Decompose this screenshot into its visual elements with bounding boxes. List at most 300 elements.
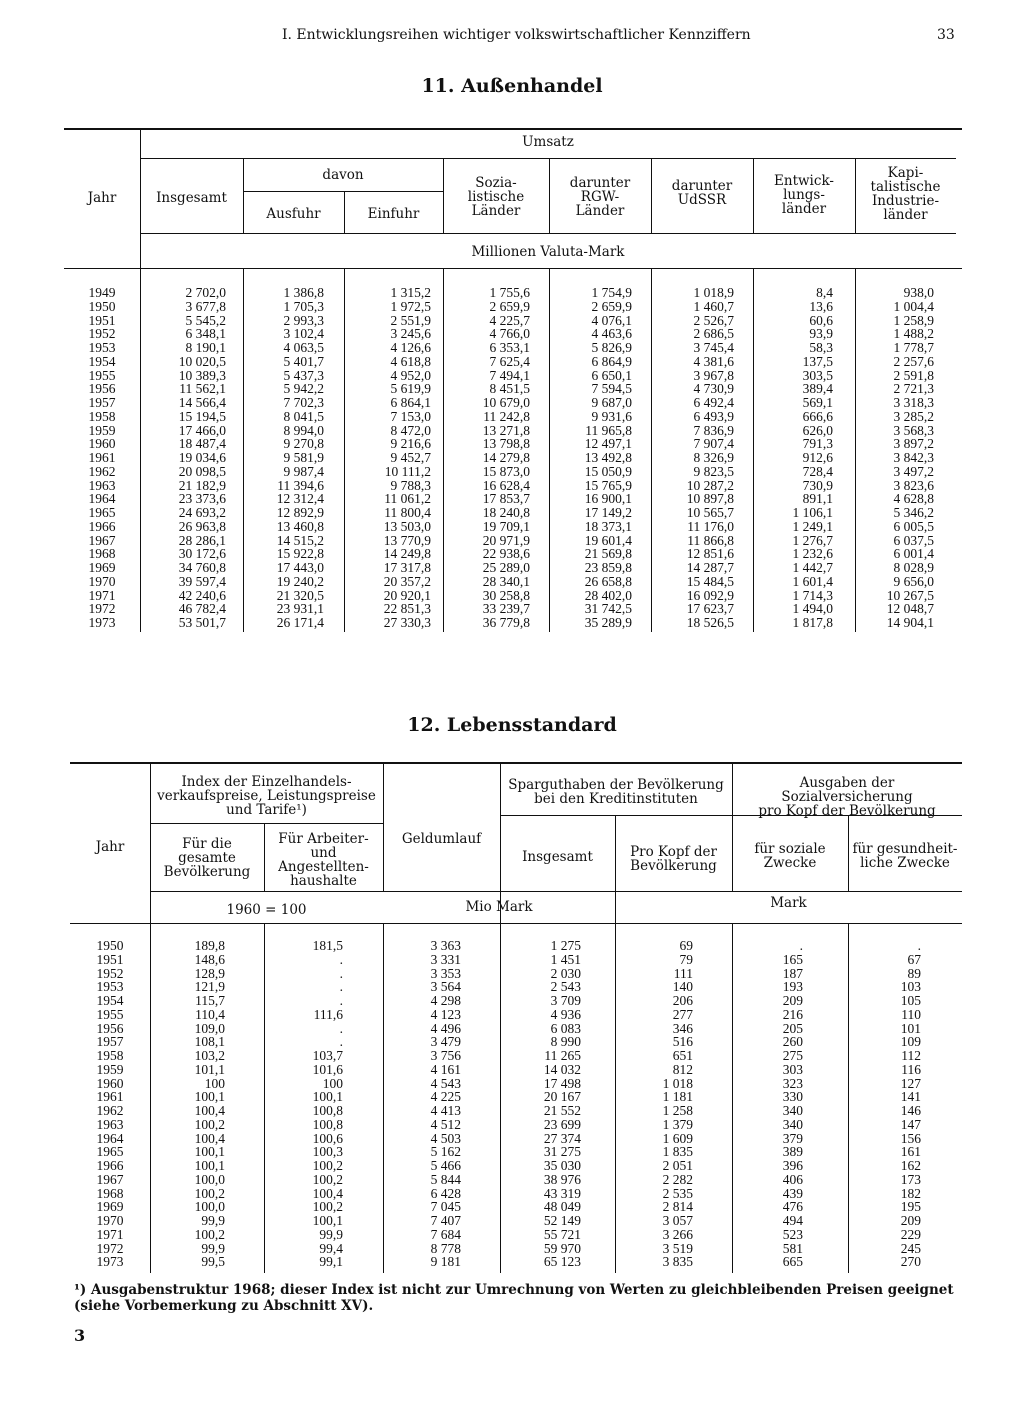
table-cell: 100,8 — [312, 1103, 343, 1118]
table-cell: 21 552 — [543, 1103, 581, 1118]
table-cell: . — [339, 951, 343, 967]
table-cell: 34 760,8 — [178, 560, 226, 575]
table-cell: 581 — [782, 1240, 803, 1256]
table-cell: 31 275 — [543, 1144, 581, 1160]
table-cell: 209 — [900, 1213, 921, 1228]
table-cell: 9 216,6 — [390, 436, 431, 452]
table-cell: 1 705,3 — [283, 298, 324, 314]
table-cell: 69 — [679, 938, 693, 953]
table-cell: 229 — [900, 1226, 921, 1242]
table-cell: 100 — [204, 1075, 225, 1091]
table-cell: 110,4 — [195, 1006, 225, 1022]
table-cell: 1961 — [88, 450, 116, 465]
table-cell: 39 597,4 — [178, 573, 226, 589]
table-cell: 100,1 — [194, 1089, 225, 1105]
table-cell: 206 — [672, 993, 693, 1008]
table-12-title: 12. Lebensstandard — [407, 714, 617, 736]
table-cell: 1951 — [88, 312, 116, 328]
table-cell: 9 687,0 — [591, 395, 632, 410]
column-arbeiterhaushalte — [267, 939, 343, 1269]
table-cell: 1 106,1 — [792, 505, 833, 520]
table-cell: 100 — [322, 1075, 343, 1091]
col-header-davon: davon — [322, 167, 364, 183]
table-cell: 3 285,2 — [893, 408, 934, 424]
unit-mio-mark: Mio Mark — [465, 899, 533, 915]
column-jahr — [70, 286, 134, 630]
table-cell: 100,1 — [312, 1213, 343, 1228]
table-cell: 33 239,7 — [482, 601, 530, 617]
table-cell: 270 — [900, 1254, 921, 1270]
table-cell: 15 050,9 — [584, 463, 632, 479]
table-cell: 6 353,1 — [489, 340, 530, 355]
table-cell: 14 287,7 — [686, 560, 734, 575]
column-soziale-zwecke — [735, 939, 803, 1269]
table-cell: 516 — [672, 1034, 693, 1050]
table-cell: 43 319 — [543, 1185, 581, 1201]
table-cell: 3 519 — [662, 1240, 693, 1256]
table-cell: 1 315,2 — [390, 285, 431, 300]
table-cell: 1 609 — [662, 1130, 693, 1146]
table-cell: 19 601,4 — [584, 532, 632, 548]
table-cell: 20 971,9 — [482, 532, 530, 548]
table-cell: 58,3 — [809, 340, 833, 355]
table-cell: 100,0 — [194, 1199, 225, 1215]
table-cell: 20 357,2 — [383, 573, 431, 589]
table-cell: 1 004,4 — [893, 298, 934, 314]
table-cell: 7 153,0 — [390, 408, 431, 424]
table-cell: 5 942,2 — [283, 381, 324, 397]
table-cell: 1955 — [88, 367, 116, 383]
table-cell: 9 581,9 — [283, 450, 324, 465]
unit-label: Millionen Valuta-Mark — [471, 244, 625, 260]
table-cell: 110 — [901, 1006, 921, 1022]
table-cell: 1966 — [96, 1158, 124, 1173]
table-cell: 1969 — [88, 560, 116, 575]
table-cell: 626,0 — [802, 422, 833, 438]
table-cell: 55 721 — [543, 1226, 581, 1242]
table-cell: 99,9 — [201, 1240, 225, 1256]
column-kapitalistisch — [858, 286, 934, 630]
table-cell: 28 402,0 — [584, 587, 632, 603]
col-header-ausfuhr: Ausfuhr — [266, 206, 321, 222]
table-cell: 3 835 — [662, 1254, 693, 1270]
table-cell: 100,1 — [194, 1144, 225, 1160]
table-cell: 1969 — [96, 1199, 124, 1215]
col-header-preisindex: Index der Einzelhandels- verkaufspreise, Leistungspreise und Tarife¹) — [157, 774, 376, 818]
table-cell: 19 034,6 — [178, 450, 226, 465]
table-cell: 19 709,1 — [482, 518, 530, 534]
col-header-soziale-zwecke: für soziale Zwecke — [754, 841, 826, 871]
table-cell: 6 348,1 — [185, 326, 226, 342]
table-cell: 13 503,0 — [383, 518, 431, 534]
table-cell: 812 — [672, 1061, 693, 1077]
table-cell: 13 770,9 — [383, 532, 431, 548]
table-cell: 100,2 — [312, 1199, 343, 1215]
table-cell: 1 460,7 — [693, 298, 734, 314]
table-cell: 3 745,4 — [693, 340, 734, 355]
table-cell: 1956 — [88, 381, 116, 397]
table-cell: 5 466 — [430, 1158, 461, 1173]
table-cell: 1957 — [88, 395, 116, 410]
table-cell: 1 276,7 — [792, 532, 833, 548]
column-gesundheit — [851, 939, 921, 1269]
table-cell: 137,5 — [802, 353, 833, 369]
table-cell: 21 569,8 — [584, 546, 632, 562]
table-cell: 10 111,2 — [384, 463, 431, 479]
table-cell: 109 — [900, 1034, 921, 1050]
table-cell: 13 492,8 — [584, 450, 632, 465]
table-cell: 1972 — [96, 1240, 124, 1256]
table-cell: 103,7 — [312, 1048, 343, 1063]
table-cell: 8,4 — [816, 285, 833, 300]
table-cell: 9 270,8 — [283, 436, 324, 452]
table-cell: 389,4 — [802, 381, 833, 397]
table-cell: 2 721,3 — [893, 381, 934, 397]
table-cell: 16 092,9 — [686, 587, 734, 603]
page-number: 33 — [937, 27, 955, 43]
table-cell: 17 149,2 — [584, 505, 632, 520]
table-cell: 8 190,1 — [185, 340, 226, 355]
table-cell: 100,2 — [194, 1226, 225, 1242]
table-cell: 6 037,5 — [893, 532, 934, 548]
table-cell: 173 — [900, 1171, 921, 1187]
column-einfuhr — [347, 286, 431, 630]
table-cell: 2 030 — [550, 965, 581, 981]
table-cell: 22 938,6 — [482, 546, 530, 562]
table-cell: 13 798,8 — [482, 436, 530, 452]
table-cell: 569,1 — [802, 395, 833, 410]
table-cell: 1965 — [88, 505, 116, 520]
table-cell: 2 686,5 — [693, 326, 734, 342]
table-cell: 31 742,5 — [584, 601, 632, 617]
table-cell: 156 — [900, 1130, 921, 1146]
table-cell: 389 — [782, 1144, 803, 1160]
table-cell: 5 844 — [430, 1171, 461, 1187]
table-cell: 1960 — [88, 436, 116, 452]
table-cell: 8 994,0 — [283, 422, 324, 438]
table-cell: 3 266 — [662, 1226, 693, 1242]
table-cell: 3 823,6 — [893, 477, 934, 493]
table-cell: 912,6 — [802, 450, 833, 465]
col-header-rgw: darunter RGW- Länder — [569, 175, 631, 219]
table-cell: 42 240,6 — [178, 587, 226, 603]
table-cell: 4 381,6 — [693, 353, 734, 369]
table-cell: 52 149 — [543, 1213, 581, 1228]
table-cell: 260 — [782, 1034, 803, 1050]
table-cell: 8 472,0 — [390, 422, 431, 438]
table-cell: 3 102,4 — [283, 326, 324, 342]
table-cell: 100,2 — [312, 1171, 343, 1187]
column-geldumlauf — [386, 939, 461, 1269]
table-cell: 35 030 — [543, 1158, 581, 1173]
table-cell: 1 817,8 — [792, 615, 833, 630]
table-cell: 1952 — [96, 965, 124, 981]
table-cell: 1 972,5 — [390, 298, 431, 314]
table-cell: 6 001,4 — [893, 546, 934, 562]
table-cell: 10 679,0 — [482, 395, 530, 410]
table-cell: 1 494,0 — [792, 601, 833, 617]
table-cell: 17 623,7 — [686, 601, 734, 617]
table-cell: 1954 — [88, 353, 116, 369]
table-cell: 2 659,9 — [489, 298, 530, 314]
table-cell: 1956 — [96, 1020, 124, 1036]
table-cell: 100,1 — [312, 1089, 343, 1105]
table-cell: 18 373,1 — [584, 518, 632, 534]
table-cell: 216 — [782, 1006, 803, 1022]
table-cell: 1971 — [96, 1226, 124, 1242]
table-cell: 4 076,1 — [591, 312, 632, 328]
table-cell: 6 864,9 — [591, 353, 632, 369]
table-cell: 3 564 — [430, 979, 461, 995]
table-cell: 340 — [782, 1116, 803, 1132]
table-cell: 11 242,8 — [483, 408, 530, 424]
table-cell: 1971 — [88, 587, 116, 603]
table-cell: 3 677,8 — [185, 298, 226, 314]
table-cell: 109,0 — [194, 1020, 225, 1036]
table-cell: 100,4 — [194, 1130, 225, 1146]
column-jahr — [76, 939, 144, 1269]
table-cell: 1 232,6 — [792, 546, 833, 562]
table-cell: 323 — [782, 1075, 803, 1091]
table-cell: 193 — [782, 979, 803, 995]
col-header-kapitalistisch: Kapi- talistische Industrie- länder — [870, 165, 941, 223]
table-cell: 46 782,4 — [178, 601, 226, 617]
table-cell: 14 566,4 — [178, 395, 226, 410]
table-cell: 26 658,8 — [584, 573, 632, 589]
table-cell: 346 — [672, 1020, 693, 1036]
table-cell: 1955 — [96, 1006, 124, 1022]
table-cell: 2 702,0 — [185, 285, 226, 300]
table-cell: 11 061,2 — [384, 491, 431, 507]
table-cell: 38 976 — [543, 1171, 581, 1187]
col-header-spar-insgesamt: Insgesamt — [522, 849, 593, 865]
table-cell: 100,2 — [194, 1185, 225, 1201]
table-cell: 1958 — [88, 408, 116, 424]
table-cell: 48 049 — [543, 1199, 581, 1215]
table-cell: 1 181 — [662, 1089, 693, 1105]
table-cell: 121,9 — [194, 979, 225, 995]
table-cell: 7 702,3 — [283, 395, 324, 410]
table-cell: 3 057 — [662, 1213, 693, 1228]
table-11-title: 11. Außenhandel — [421, 75, 603, 97]
table-cell: . — [339, 965, 343, 981]
table-cell: 3 318,3 — [893, 395, 934, 410]
col-header-spar-pro-kopf: Pro Kopf der Bevölkerung — [630, 844, 717, 874]
table-cell: 3 331 — [430, 951, 461, 967]
table-cell: 3 568,3 — [893, 422, 934, 438]
col-header-arbeiterhaushalte: Für Arbeiter- und Angestellten- haushalte — [278, 831, 369, 889]
table-cell: 115,7 — [195, 993, 225, 1008]
table-cell: 5 346,2 — [893, 505, 934, 520]
table-cell: 8 326,9 — [693, 450, 734, 465]
table-cell: 1970 — [88, 573, 116, 589]
table-cell: 1949 — [88, 285, 116, 300]
table-cell: 23 373,6 — [178, 491, 226, 507]
table-cell: 245 — [900, 1240, 921, 1256]
table-cell: 59 970 — [543, 1240, 581, 1256]
table-cell: 523 — [782, 1226, 803, 1242]
table-cell: 12 312,4 — [276, 491, 324, 507]
table-cell: 1963 — [96, 1116, 124, 1132]
table-cell: 12 851,6 — [686, 546, 734, 562]
table-cell: 7 625,4 — [489, 353, 530, 369]
table-cell: . — [339, 1034, 343, 1050]
table-cell: 1950 — [88, 298, 116, 314]
table-cell: 1967 — [96, 1171, 124, 1187]
table-cell: 2 814 — [662, 1199, 693, 1215]
table-cell: 4 543 — [430, 1075, 461, 1091]
col-header-geldumlauf: Geldumlauf — [401, 831, 482, 847]
table-cell: 1973 — [88, 615, 116, 630]
table-cell: 6 864,1 — [390, 395, 431, 410]
table-cell: 2 526,7 — [693, 312, 734, 328]
table-cell: 5 619,9 — [390, 381, 431, 397]
table-cell: 100,4 — [194, 1103, 225, 1118]
table-cell: 1962 — [88, 463, 116, 479]
table-cell: 162 — [900, 1158, 921, 1173]
table-cell: 1954 — [96, 993, 124, 1008]
col-header-gesundheit: für gesundheit- liche Zwecke — [852, 841, 958, 871]
table-cell: 165 — [782, 951, 803, 967]
table-cell: 35 289,9 — [584, 615, 632, 630]
table-cell: 99,9 — [319, 1226, 343, 1242]
table-cell: 1953 — [88, 340, 116, 355]
table-cell: 20 167 — [543, 1089, 581, 1105]
col-header-sozialversicherung: Ausgaben der Sozialversicherung pro Kopf der Bevölkerung — [758, 775, 936, 819]
table-cell: 665 — [782, 1254, 803, 1270]
table-cell: 10 287,2 — [686, 477, 734, 493]
table-cell: . — [339, 1020, 343, 1036]
table-cell: 111,6 — [313, 1006, 343, 1022]
table-cell: 791,3 — [802, 436, 833, 452]
table-cell: 7 494,1 — [489, 367, 530, 383]
table-cell: 99,5 — [201, 1254, 225, 1270]
table-cell: 11 965,8 — [585, 422, 632, 438]
table-cell: 4 512 — [430, 1116, 461, 1132]
col-header-sozialistische: Sozia- listische Länder — [467, 175, 525, 219]
running-header: I. Entwicklungsreihen wichtiger volkswirtschaftlicher Kennziffern — [282, 27, 751, 43]
table-cell: 303,5 — [802, 367, 833, 383]
table-cell: 4 936 — [550, 1006, 581, 1022]
table-cell: 891,1 — [802, 491, 833, 507]
table-cell: 60,6 — [809, 312, 833, 328]
table-cell: 4 952,0 — [390, 367, 431, 383]
table-cell: 205 — [782, 1020, 803, 1036]
table-cell: 14 249,8 — [383, 546, 431, 562]
table-cell: . — [799, 938, 803, 953]
table-cell: 1 714,3 — [792, 587, 833, 603]
table-cell: 1950 — [96, 938, 124, 953]
table-cell: 4 503 — [430, 1130, 461, 1146]
table-cell: 11 265 — [544, 1048, 581, 1063]
table-cell: 3 363 — [430, 938, 461, 953]
col-header-gesamte-bevoelkerung: Für die gesamte Bevölkerung — [163, 836, 251, 880]
table-cell: 7 836,9 — [693, 422, 734, 438]
table-cell: 4 730,9 — [693, 381, 734, 397]
table-cell: 275 — [782, 1048, 803, 1063]
table-cell: 103,2 — [194, 1048, 225, 1063]
table-cell: 17 317,8 — [383, 560, 431, 575]
table-cell: 100,1 — [194, 1158, 225, 1173]
table-cell: 1 018,9 — [693, 285, 734, 300]
table-cell: 111 — [673, 965, 693, 981]
table-cell: 4 126,6 — [390, 340, 431, 355]
table-cell: 1 258,9 — [893, 312, 934, 328]
table-cell: 7 045 — [430, 1199, 461, 1215]
table-cell: 396 — [782, 1158, 803, 1173]
table-cell: 18 487,4 — [178, 436, 226, 452]
table-cell: 100,4 — [312, 1185, 343, 1201]
table-cell: 24 693,2 — [178, 505, 226, 520]
table-cell: 4 123 — [430, 1006, 461, 1022]
table-cell: 8 451,5 — [489, 381, 530, 397]
table-cell: 7 907,4 — [693, 436, 734, 452]
table-cell: 182 — [900, 1185, 921, 1201]
table-cell: 23 699 — [543, 1116, 581, 1132]
table-cell: 100,8 — [312, 1116, 343, 1132]
table-cell: 8 028,9 — [893, 560, 934, 575]
table-cell: 15 484,5 — [686, 573, 734, 589]
table-cell: 27 330,3 — [383, 615, 431, 630]
table-cell: 5 437,3 — [283, 367, 324, 383]
table-cell: 5 545,2 — [185, 312, 226, 328]
table-cell: 379 — [782, 1130, 803, 1146]
table-cell: 8 041,5 — [283, 408, 324, 424]
table-cell: 116 — [901, 1061, 921, 1077]
column-sozialistische — [446, 286, 530, 630]
table-cell: 2 282 — [662, 1171, 693, 1187]
table-cell: 7 594,5 — [591, 381, 632, 397]
table-cell: 1968 — [88, 546, 116, 562]
table-cell: 4 463,6 — [591, 326, 632, 342]
table-cell: 3 842,3 — [893, 450, 934, 465]
table-cell: 209 — [782, 993, 803, 1008]
table-cell: 112 — [901, 1048, 921, 1063]
table-cell: 1 275 — [550, 938, 581, 953]
table-cell: 330 — [782, 1089, 803, 1105]
col-header-sparguthaben: Sparguthaben der Bevölkerung bei den Kreditinstituten — [508, 777, 724, 807]
col-header-jahr: Jahr — [95, 839, 125, 855]
table-cell: 1959 — [96, 1061, 124, 1077]
table-cell: 30 258,8 — [482, 587, 530, 603]
table-cell: 8 778 — [430, 1240, 461, 1256]
table-cell: 15 194,5 — [178, 408, 226, 424]
table-cell: 10 897,8 — [686, 491, 734, 507]
table-cell: 1 258 — [662, 1103, 693, 1118]
table-cell: 101,1 — [194, 1061, 225, 1077]
table-cell: 17 466,0 — [178, 422, 226, 438]
table-cell: 25 289,0 — [482, 560, 530, 575]
table-cell: 2 591,8 — [893, 367, 934, 383]
table-cell: 127 — [900, 1075, 921, 1091]
table-cell: 161 — [900, 1144, 921, 1160]
table-cell: 3 967,8 — [693, 367, 734, 383]
table-cell: 3 497,2 — [893, 463, 934, 479]
table-cell: 23 859,8 — [584, 560, 632, 575]
table-cell: 93,9 — [809, 326, 833, 342]
table-cell: 1 835 — [662, 1144, 693, 1160]
table-cell: 146 — [900, 1103, 921, 1118]
table-cell: 13,6 — [809, 298, 833, 314]
table-cell: 100,3 — [312, 1144, 343, 1160]
table-cell: 28 286,1 — [178, 532, 226, 548]
table-cell: 128,9 — [194, 965, 225, 981]
table-cell: 5 401,7 — [283, 353, 324, 369]
column-rgw — [552, 286, 632, 630]
table-cell: 12 892,9 — [276, 505, 324, 520]
table-cell: 16 900,1 — [584, 491, 632, 507]
table-cell: 189,8 — [194, 938, 225, 953]
